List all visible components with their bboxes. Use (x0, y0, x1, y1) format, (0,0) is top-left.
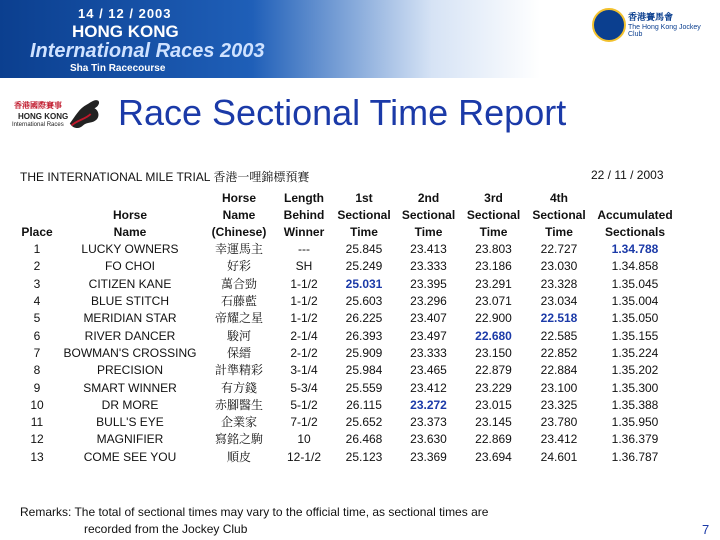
cell-s2: 23.395 (410, 276, 447, 291)
cell-length: 2-1/4 (290, 328, 318, 343)
cell-s3: 23.186 (475, 259, 512, 274)
cell-length: 2-1/2 (290, 345, 318, 360)
cell-length: 10 (297, 432, 311, 447)
cell-horse-cn: 好彩 (226, 259, 251, 274)
cell-acc: 1.36.787 (611, 449, 659, 464)
cell-s4: 23.412 (540, 432, 578, 447)
cell-s2: 23.333 (410, 259, 447, 274)
header-horse-1: Horse (112, 208, 147, 222)
table-row (16, 241, 678, 258)
cell-s4: 23.100 (540, 380, 578, 395)
header-len-3: Winner (283, 225, 325, 239)
cell-s2: 23.407 (410, 311, 447, 326)
cell-s1: 25.603 (345, 294, 383, 309)
cell-horse: RIVER DANCER (84, 328, 176, 343)
cell-s1: 25.123 (345, 449, 383, 464)
table-row (16, 276, 678, 293)
cell-s1: 25.031 (345, 276, 383, 291)
cell-place: 1 (33, 242, 41, 257)
header-s3-3: Time (479, 225, 508, 239)
cell-s3: 22.869 (475, 432, 512, 447)
cell-horse-cn: 計準精彩 (214, 363, 263, 378)
cell-horse-cn: 幸運馬主 (214, 242, 263, 257)
header-s2-3: Time (414, 225, 443, 239)
cell-length: 1-1/2 (290, 294, 318, 309)
table-row (16, 258, 678, 275)
header-s4-2: Sectional (532, 208, 586, 222)
logo-text-en1: HONG KONG (18, 112, 69, 121)
cell-s3: 23.015 (475, 397, 512, 412)
cell-s4: 23.328 (540, 276, 578, 291)
race-date: 22 / 11 / 2003 (591, 168, 664, 182)
header-banner (0, 0, 720, 78)
cell-acc: 1.35.224 (611, 345, 659, 360)
cell-horse-cn: 萬合勁 (220, 276, 257, 291)
cell-place: 5 (33, 311, 41, 326)
cell-acc: 1.36.379 (611, 432, 659, 447)
cell-s4: 23.780 (540, 415, 578, 430)
page-title: Race Sectional Time Report (118, 92, 567, 133)
header-s2-2: Sectional (401, 208, 456, 222)
remarks-line-1: Remarks: The total of sectional times may vary to the official time, as sectional times are (20, 505, 489, 519)
cell-acc: 1.35.388 (611, 397, 659, 412)
cell-horse: FO CHOI (105, 259, 155, 274)
cell-horse-cn: 保縉 (226, 345, 251, 360)
header-acc-2: Sectionals (604, 225, 666, 239)
cell-acc: 1.34.788 (611, 242, 659, 257)
cell-s2: 23.630 (410, 432, 447, 447)
cell-acc: 1.35.004 (611, 294, 659, 309)
cell-s1: 25.652 (345, 415, 383, 430)
header-s4-3: Time (545, 225, 573, 239)
cell-s3: 23.694 (475, 449, 512, 464)
hkjc-name-cn: 香港賽馬會 (628, 12, 674, 22)
cell-horse: COME SEE YOU (83, 449, 177, 464)
cell-s2: 23.412 (410, 380, 447, 395)
cell-place: 11 (30, 415, 44, 430)
cell-place: 3 (33, 276, 41, 291)
sectional-time-table (16, 190, 678, 466)
cell-place: 7 (33, 345, 41, 360)
cell-s2: 23.272 (410, 397, 447, 412)
cell-s4: 22.852 (540, 345, 578, 360)
cell-place: 13 (30, 449, 44, 464)
cell-horse: SMART WINNER (83, 380, 177, 395)
cell-s3: 23.229 (475, 380, 512, 395)
international-races-logo (8, 94, 108, 136)
cell-horse: BULL'S EYE (96, 415, 164, 430)
cell-place: 2 (33, 259, 41, 274)
cell-length: 12-1/2 (286, 449, 322, 464)
header-s1-2: Sectional (337, 208, 391, 222)
table-row (16, 345, 678, 362)
table-row (16, 431, 678, 448)
cell-horse-cn: 石藤藍 (220, 294, 257, 309)
results-body (16, 241, 678, 466)
cell-place: 8 (33, 363, 41, 378)
table-row (16, 362, 678, 379)
header-cn-3: (Chinese) (211, 225, 267, 239)
cell-horse: BOWMAN'S CROSSING (63, 345, 197, 360)
header-s3-1: 3rd (484, 191, 503, 205)
cell-s3: 23.145 (475, 415, 512, 430)
header-s1-3: Time (350, 225, 378, 239)
race-name: THE INTERNATIONAL MILE TRIAL 香港一哩錦標預賽 (20, 170, 310, 184)
cell-place: 4 (33, 294, 41, 309)
header-len-1: Length (284, 191, 324, 205)
table-row (16, 414, 678, 431)
cell-horse-cn: 有方錢 (220, 380, 257, 395)
cell-s3: 23.071 (475, 294, 512, 309)
cell-s2: 23.465 (410, 363, 447, 378)
cell-acc: 1.34.858 (611, 259, 659, 274)
cell-length: 3-1/4 (290, 363, 318, 378)
table-row (16, 397, 678, 414)
cell-length: 1-1/2 (290, 276, 318, 291)
cell-s2: 23.413 (410, 242, 447, 257)
cell-place: 9 (33, 380, 41, 395)
cell-horse-cn: 企業家 (220, 415, 257, 430)
cell-horse-cn: 駿河 (226, 328, 251, 343)
header-s3-2: Sectional (466, 208, 521, 222)
cell-horse-cn: 帝耀之星 (214, 311, 263, 326)
remarks-line-2: recorded from the Jockey Club (84, 522, 248, 536)
cell-s1: 25.249 (345, 259, 383, 274)
cell-s3: 23.150 (475, 345, 512, 360)
cell-s3: 23.803 (475, 242, 512, 257)
cell-horse: CITIZEN KANE (88, 276, 172, 291)
cell-length: SH (295, 259, 313, 274)
cell-s3: 22.680 (475, 328, 512, 343)
cell-acc: 1.35.050 (611, 311, 659, 326)
cell-s3: 22.879 (475, 363, 512, 378)
cell-acc: 1.35.155 (611, 328, 659, 343)
cell-s2: 23.369 (410, 449, 447, 464)
cell-s2: 23.497 (410, 328, 447, 343)
cell-s4: 23.030 (540, 259, 578, 274)
header-cn-1: Horse (221, 191, 256, 205)
cell-horse: MERIDIAN STAR (83, 311, 177, 326)
remarks (20, 504, 488, 538)
hkjc-logo (592, 8, 712, 44)
header-s1-1: 1st (355, 191, 373, 205)
cell-acc: 1.35.300 (611, 380, 659, 395)
table-row (16, 327, 678, 344)
cell-s4: 24.601 (540, 449, 578, 464)
cell-s4: 23.034 (540, 294, 578, 309)
cell-horse: LUCKY OWNERS (81, 242, 179, 257)
cell-s1: 25.984 (345, 363, 383, 378)
cell-length: 7-1/2 (290, 415, 318, 430)
cell-horse: DR MORE (101, 397, 159, 412)
hkjc-name-en: The Hong Kong Jockey Club (628, 24, 701, 38)
header-horse-2: Name (113, 225, 147, 239)
cell-s4: 23.325 (540, 397, 578, 412)
cell-horse: BLUE STITCH (90, 294, 169, 309)
cell-length: --- (298, 242, 310, 257)
cell-s1: 25.845 (345, 242, 383, 257)
logo-text-cn: 香港國際賽事 (14, 101, 62, 110)
table-row (16, 449, 678, 466)
table-row (16, 310, 678, 327)
cell-s2: 23.373 (410, 415, 447, 430)
cell-acc: 1.35.202 (611, 363, 659, 378)
cell-place: 6 (33, 328, 41, 343)
page-number: 7 (702, 522, 710, 537)
header-s4-1: 4th (550, 191, 568, 205)
cell-place: 10 (30, 397, 44, 412)
cell-s3: 22.900 (475, 311, 512, 326)
cell-s1: 26.115 (346, 397, 382, 412)
header-place: Place (21, 225, 53, 239)
table-row (16, 379, 678, 396)
banner-international-races: International Races 2003 (30, 40, 265, 62)
cell-s4: 22.884 (540, 363, 578, 378)
cell-s2: 23.333 (410, 345, 447, 360)
cell-s3: 23.291 (475, 276, 512, 291)
hkjc-emblem-icon (592, 8, 626, 42)
cell-horse-cn: 赤腳醫生 (214, 397, 263, 412)
cell-s2: 23.296 (410, 294, 447, 309)
cell-s4: 22.518 (540, 311, 578, 326)
banner-date: 14 / 12 / 2003 (78, 6, 172, 21)
header-acc-1: Accumulated (597, 208, 673, 222)
cell-s4: 22.727 (540, 242, 578, 257)
cell-horse-cn: 寫銘之駒 (214, 432, 263, 447)
horse-icon (66, 94, 104, 134)
cell-s1: 25.909 (345, 345, 383, 360)
cell-horse: MAGNIFIER (96, 432, 164, 447)
banner-venue: Sha Tin Racecourse (70, 63, 166, 74)
cell-s1: 26.393 (345, 328, 383, 343)
header-cn-2: Name (222, 208, 256, 222)
cell-place: 12 (30, 432, 44, 447)
cell-length: 5-3/4 (290, 380, 318, 395)
cell-horse: PRECISION (96, 363, 163, 378)
cell-length: 1-1/2 (290, 311, 318, 326)
cell-horse-cn: 順皮 (226, 449, 251, 464)
table-row (16, 293, 678, 310)
cell-s4: 22.585 (540, 328, 578, 343)
header-len-2: Behind (283, 208, 325, 222)
cell-acc: 1.35.950 (611, 415, 659, 430)
banner-hong-kong: HONG KONG (72, 22, 179, 41)
cell-s1: 25.559 (345, 380, 383, 395)
cell-s1: 26.468 (345, 432, 383, 447)
cell-s1: 26.225 (345, 311, 383, 326)
cell-acc: 1.35.045 (611, 276, 659, 291)
header-s2-1: 2nd (417, 191, 440, 205)
cell-length: 5-1/2 (290, 397, 318, 412)
logo-text-en2: International Races (12, 122, 64, 128)
